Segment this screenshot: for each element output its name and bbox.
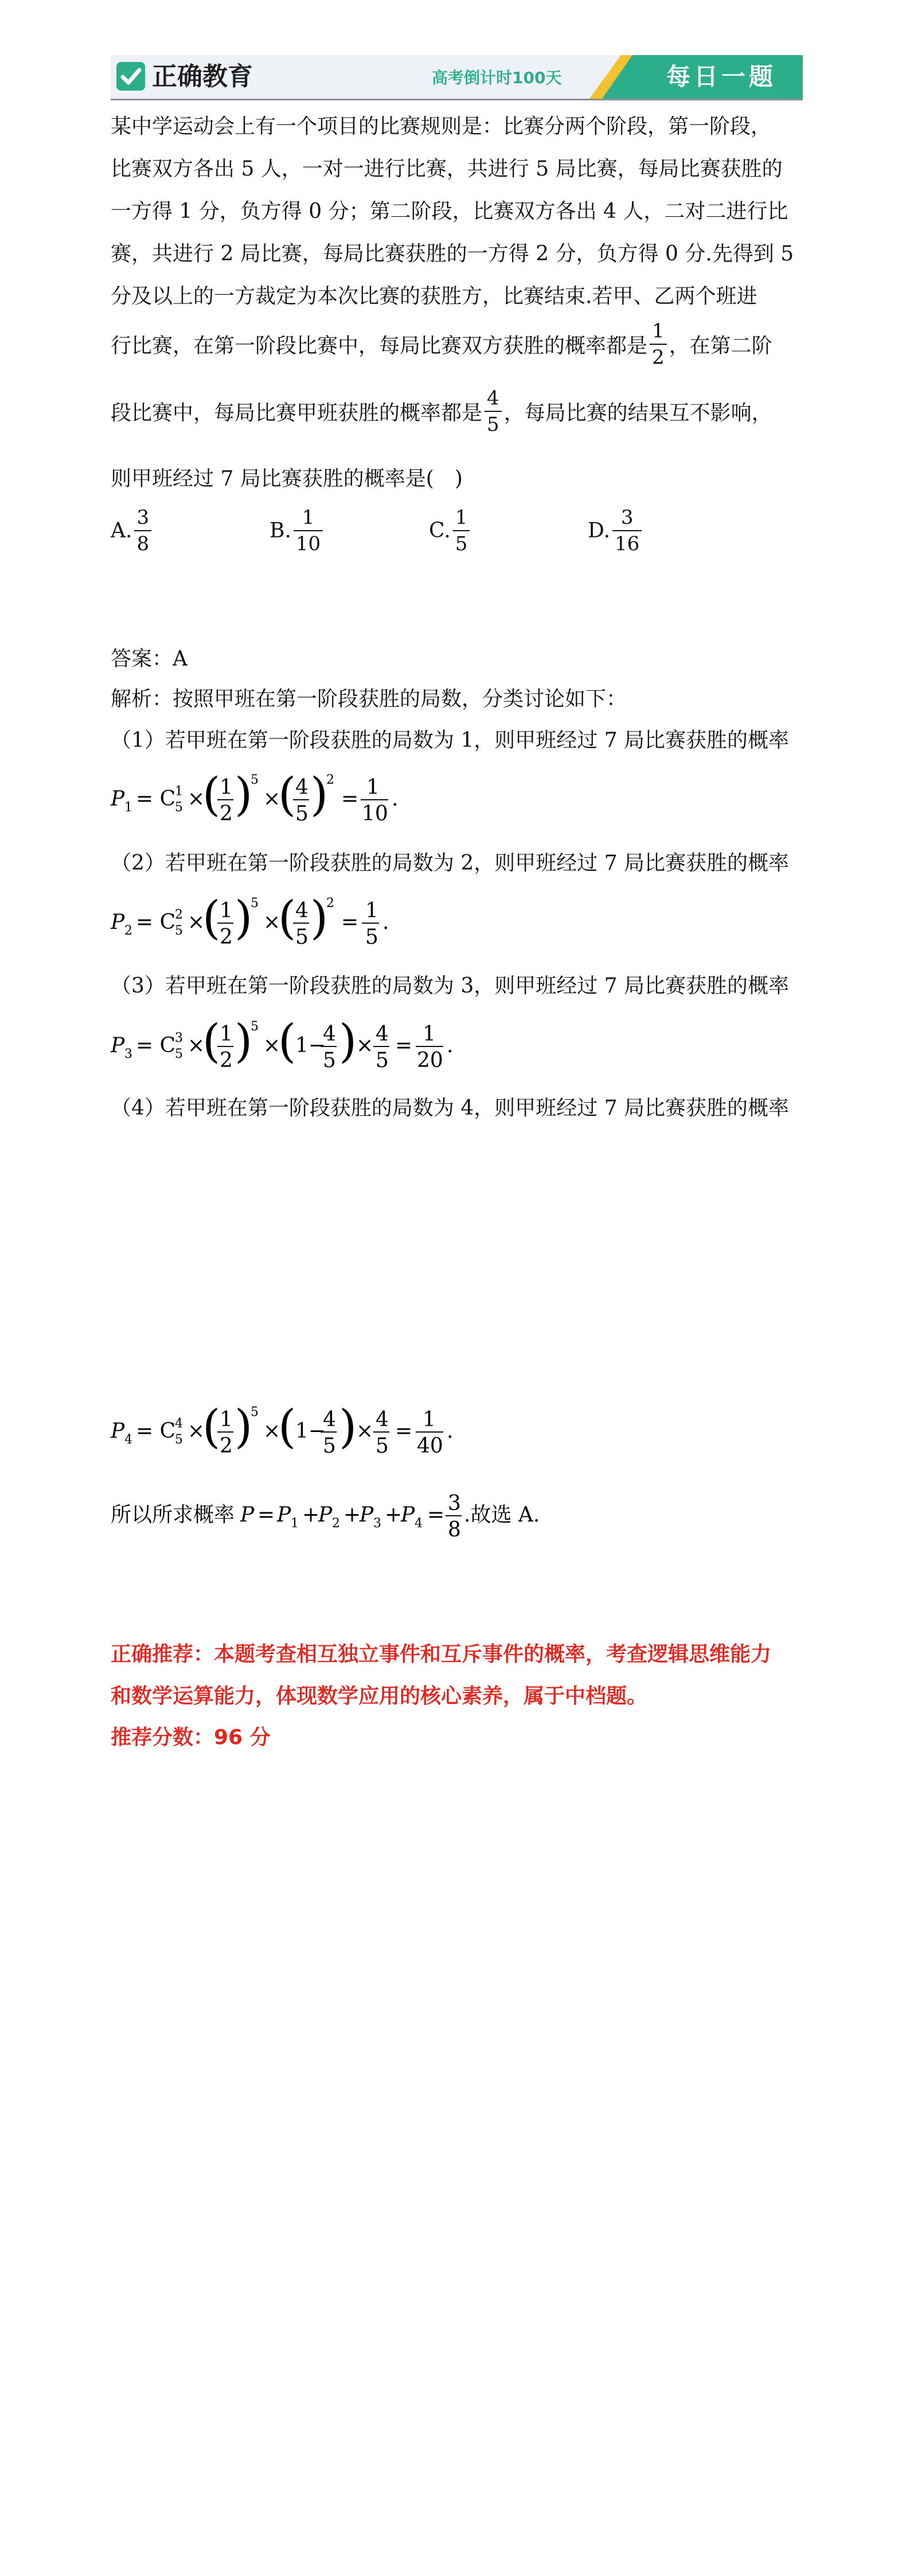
check-icon <box>116 62 145 91</box>
formula-svg <box>111 1010 684 1084</box>
svg-text:= C: = C <box>136 910 176 934</box>
svg-text:×: × <box>188 1034 205 1057</box>
svg-text:P: P <box>111 910 125 934</box>
option-d[interactable] <box>588 505 644 557</box>
svg-text:5: 5 <box>175 1433 183 1447</box>
summary-after: .故选 A. <box>464 1503 540 1527</box>
svg-text:): ) <box>339 1400 357 1453</box>
result-numerator: 1 <box>365 899 378 923</box>
result-denominator: 20 <box>417 1049 443 1072</box>
formula-superscript: 4 <box>175 1417 183 1431</box>
header-banner <box>111 55 803 99</box>
svg-text:=: = <box>395 1419 413 1443</box>
svg-text:2: 2 <box>220 925 233 949</box>
svg-text:5: 5 <box>175 800 183 815</box>
svg-text:×: × <box>263 787 281 811</box>
svg-text:×: × <box>263 910 281 934</box>
svg-text:(: ( <box>278 1400 296 1453</box>
svg-text:.: . <box>447 1419 454 1443</box>
svg-text:=: = <box>341 910 359 934</box>
option-a[interactable] <box>111 505 154 557</box>
svg-text:2: 2 <box>332 1516 340 1531</box>
case-1-text: （1）若甲班在第一阶段获胜的局数为 1，则甲班经过 7 局比赛获胜的概率 <box>111 729 790 752</box>
fraction-numerator: 1 <box>302 506 315 529</box>
summary-svg <box>111 1479 741 1554</box>
question-line-7-after: ，每局比赛的结果互不影响， <box>503 401 772 425</box>
fraction-denominator: 5 <box>453 530 470 557</box>
svg-text:): ) <box>339 1014 357 1068</box>
result-numerator: 1 <box>366 776 380 799</box>
analysis-intro: 解析：按照甲班在第一阶段获胜的局数，分类讨论如下： <box>111 687 627 711</box>
svg-text:4: 4 <box>295 899 308 923</box>
svg-text:1: 1 <box>220 776 233 799</box>
svg-text:×: × <box>356 1034 374 1057</box>
question-line-6 <box>111 318 772 370</box>
case-4-text: （4）若甲班在第一阶段获胜的局数为 4，则甲班经过 7 局比赛获胜的概率 <box>111 1096 790 1120</box>
svg-text:P: P <box>111 787 125 811</box>
option-fraction <box>294 505 323 557</box>
formula-subscript: 3 <box>124 1047 132 1061</box>
svg-text:P: P <box>111 1034 125 1057</box>
case-3-formula <box>111 1010 684 1084</box>
svg-text:2: 2 <box>220 1049 233 1072</box>
question-line-4: 赛，共进行 2 局比赛，每局比赛获胜的一方得 2 分，负方得 0 分.先得到 5 <box>111 242 794 266</box>
svg-text:(: ( <box>278 891 296 944</box>
svg-text:=: = <box>395 1034 413 1057</box>
svg-text:= C: = C <box>136 787 176 811</box>
svg-text:=: = <box>341 787 359 811</box>
svg-text:P: P <box>277 1503 291 1527</box>
question-line-1: 某中学运动会上有一个项目的比赛规则是：比赛分两个阶段，第一阶段， <box>111 115 772 138</box>
fraction-numerator: 3 <box>620 506 634 529</box>
svg-text:): ) <box>235 1014 253 1068</box>
case-2-text: （2）若甲班在第一阶段获胜的局数为 2，则甲班经过 7 局比赛获胜的概率 <box>111 851 790 875</box>
summary-before: 所以所求概率 <box>111 1503 235 1527</box>
svg-text:3: 3 <box>373 1516 381 1531</box>
answer-line: 答案：A <box>111 647 188 671</box>
result-denominator: 40 <box>417 1434 443 1458</box>
svg-text:(: ( <box>202 1400 221 1453</box>
question-line-8: 则甲班经过 7 局比赛获胜的概率是( ) <box>111 467 463 491</box>
question-line-7 <box>111 386 772 437</box>
svg-text:×: × <box>188 1419 205 1443</box>
svg-text:(: ( <box>202 891 221 944</box>
fraction-one-half <box>650 318 667 370</box>
option-label: D. <box>588 519 611 543</box>
formula-superscript: 3 <box>175 1031 183 1045</box>
formula-superscript: 2 <box>175 908 183 922</box>
svg-text:= C: = C <box>136 1034 176 1057</box>
svg-text:4: 4 <box>323 1022 336 1046</box>
fraction-denominator: 5 <box>485 411 502 437</box>
formula-svg <box>111 1395 684 1470</box>
svg-text:5: 5 <box>376 1434 389 1458</box>
option-label: C. <box>429 519 451 543</box>
fraction-denominator: 2 <box>650 344 667 370</box>
svg-text:P: P <box>401 1503 415 1527</box>
fraction-numerator: 1 <box>455 506 468 529</box>
svg-text:8: 8 <box>448 1518 461 1542</box>
svg-text:×: × <box>188 787 205 811</box>
svg-text:): ) <box>235 1400 253 1453</box>
svg-text:=: = <box>427 1503 445 1527</box>
recommendation-line-1: 正确推荐：本题考查相互独立事件和互斥事件的概率，考查逻辑思维能力 <box>111 1643 772 1666</box>
fraction-denominator: 8 <box>134 530 151 557</box>
svg-text:4: 4 <box>415 1516 423 1531</box>
formula-svg <box>111 886 684 961</box>
question-line-5: 分及以上的一方裁定为本次比赛的获胜方，比赛结束.若甲、乙两个班进 <box>111 285 757 308</box>
svg-text:4: 4 <box>323 1408 336 1431</box>
svg-text:(: ( <box>278 1014 296 1068</box>
formula-superscript: 1 <box>175 784 183 799</box>
formula-subscript: 4 <box>124 1433 132 1447</box>
svg-text:×: × <box>263 1034 281 1057</box>
svg-text:= C: = C <box>136 1419 176 1443</box>
summary-line <box>111 1479 741 1554</box>
brand-name: 正确教育 <box>152 62 253 91</box>
svg-text:(: ( <box>202 1014 221 1068</box>
recommendation-score: 推荐分数：96 分 <box>111 1726 271 1749</box>
fraction-denominator: 10 <box>294 530 323 557</box>
svg-text:5: 5 <box>251 773 259 787</box>
svg-text:5: 5 <box>175 1047 183 1061</box>
countdown-text: 高考倒计时100天 <box>432 68 562 87</box>
case-3-text: （3）若甲班在第一阶段获胜的局数为 3，则甲班经过 7 局比赛获胜的概率 <box>111 974 790 998</box>
svg-text:1: 1 <box>220 899 233 923</box>
svg-text:4: 4 <box>295 776 308 799</box>
option-label: B. <box>270 519 291 543</box>
svg-text:×: × <box>356 1419 374 1443</box>
option-fraction <box>612 505 642 557</box>
svg-text:): ) <box>310 891 329 944</box>
svg-text:+: + <box>302 1503 320 1527</box>
svg-text:2: 2 <box>220 802 233 826</box>
question-line-6-before: 行比赛，在第一阶段比赛中，每局比赛双方获胜的概率都是 <box>111 334 648 358</box>
question-line-3: 一方得 1 分，负方得 0 分；第二阶段，比赛双方各出 4 人，二对二进行比 <box>111 200 788 223</box>
fraction-numerator: 3 <box>136 506 150 529</box>
daily-question-label: 每日一题 <box>666 63 776 91</box>
formula-subscript: 2 <box>124 924 132 938</box>
svg-text:): ) <box>235 768 253 821</box>
svg-text:): ) <box>310 768 329 821</box>
case-1-formula <box>111 763 684 838</box>
option-c[interactable] <box>429 505 472 557</box>
formula-svg <box>111 763 684 838</box>
svg-text:1−: 1− <box>295 1034 326 1057</box>
recommendation-line-2: 和数学运算能力，体现数学应用的核心素养，属于中档题。 <box>111 1684 648 1708</box>
case-4-formula <box>111 1395 684 1470</box>
fraction-numerator: 4 <box>487 387 499 410</box>
option-label: A. <box>111 519 132 543</box>
svg-text:(: ( <box>202 768 221 821</box>
svg-text:4: 4 <box>376 1022 389 1046</box>
option-fraction <box>134 505 151 557</box>
svg-text:×: × <box>188 910 205 934</box>
svg-text:5: 5 <box>295 802 308 826</box>
svg-text:5: 5 <box>376 1049 389 1072</box>
fraction-numerator: 1 <box>652 320 665 343</box>
svg-text:1: 1 <box>291 1516 299 1531</box>
header-divider <box>111 99 803 100</box>
svg-text:5: 5 <box>295 925 308 949</box>
result-numerator: 1 <box>423 1408 436 1431</box>
result-numerator: 1 <box>423 1022 436 1046</box>
svg-text:): ) <box>235 891 253 944</box>
svg-text:.: . <box>447 1034 454 1057</box>
svg-text:1: 1 <box>220 1408 233 1431</box>
svg-text:3: 3 <box>448 1492 461 1515</box>
svg-text:4: 4 <box>376 1408 389 1431</box>
formula-subscript: 1 <box>124 800 132 815</box>
fraction-denominator: 16 <box>612 530 642 557</box>
question-line-2: 比赛双方各出 5 人，一对一进行比赛，共进行 5 局比赛，每局比赛获胜的 <box>111 157 783 181</box>
svg-text:1−: 1− <box>295 1419 326 1443</box>
case-2-formula <box>111 886 684 961</box>
svg-text:×: × <box>263 1419 281 1443</box>
result-denominator: 5 <box>365 925 378 949</box>
svg-text:.: . <box>382 910 389 934</box>
svg-text:1: 1 <box>220 1022 233 1046</box>
svg-text:+: + <box>343 1503 361 1527</box>
option-b[interactable] <box>270 505 325 557</box>
question-line-7-before: 段比赛中，每局比赛甲班获胜的概率都是 <box>111 401 483 425</box>
option-fraction <box>453 505 470 557</box>
svg-text:5: 5 <box>175 924 183 938</box>
question-line-6-after: ，在第二阶 <box>669 334 772 358</box>
svg-text:5: 5 <box>251 1405 259 1419</box>
svg-text:(: ( <box>278 768 296 821</box>
svg-text:5: 5 <box>251 896 259 910</box>
svg-text:2: 2 <box>326 896 334 910</box>
result-denominator: 10 <box>362 802 388 826</box>
svg-text:5: 5 <box>323 1434 336 1458</box>
svg-text:5: 5 <box>323 1049 336 1072</box>
svg-text:5: 5 <box>251 1019 259 1034</box>
svg-text:2: 2 <box>326 773 334 787</box>
svg-text:P: P <box>240 1503 255 1527</box>
svg-text:2: 2 <box>220 1434 233 1458</box>
fraction-four-fifths <box>485 386 502 437</box>
svg-text:P: P <box>111 1419 125 1443</box>
svg-text:=: = <box>257 1503 275 1527</box>
svg-text:.: . <box>392 787 399 811</box>
svg-text:P: P <box>318 1503 333 1527</box>
svg-text:P: P <box>360 1503 374 1527</box>
svg-text:+: + <box>385 1503 403 1527</box>
